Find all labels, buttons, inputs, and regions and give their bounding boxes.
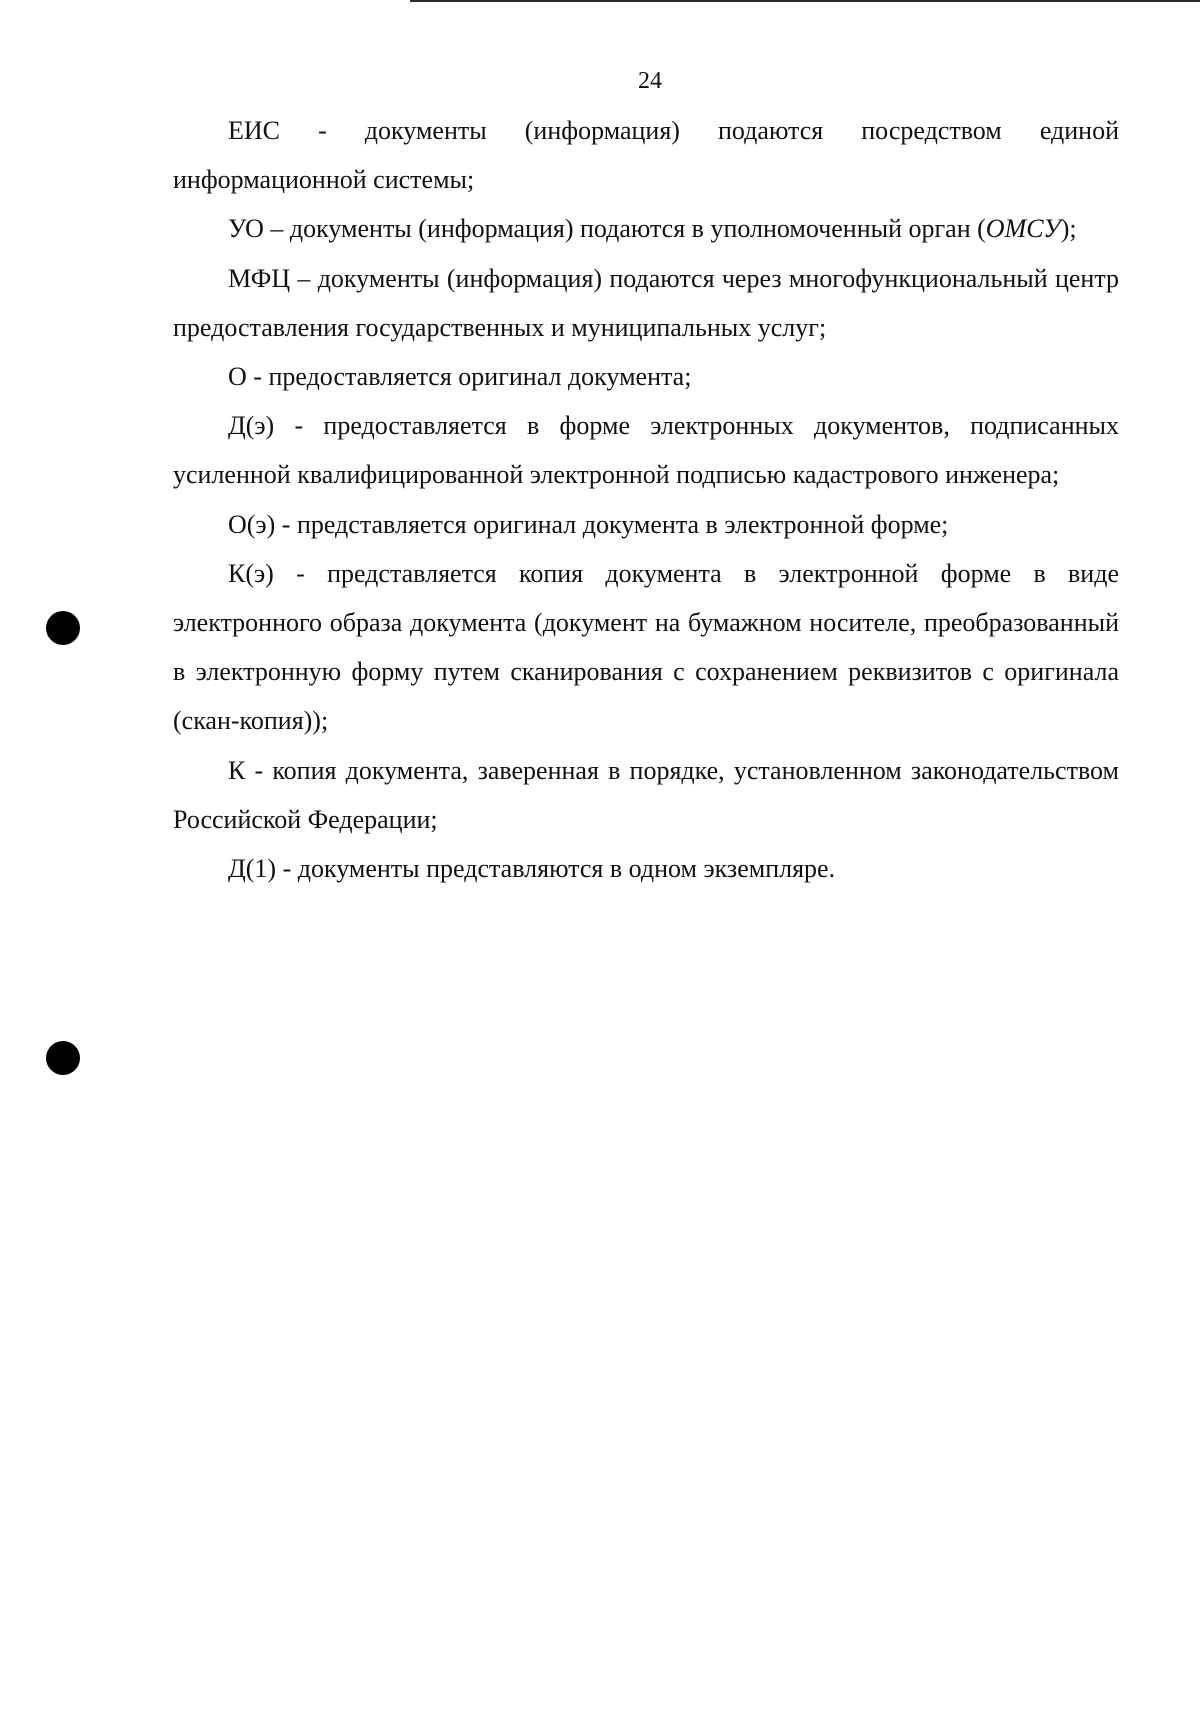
paragraph-uo [173,204,1119,253]
term: ЕИС [228,116,280,145]
definition: документы представляются в одном экземпляре. [297,854,836,884]
paragraph-eis [173,106,1119,204]
separator: - [280,116,365,145]
term: УО [228,214,264,244]
document-body [173,106,1119,893]
separator: – [290,263,318,293]
separator: - [276,854,298,884]
term: К(э) [228,558,274,588]
separator: - [245,755,273,785]
definition: представляется копия документа в электронной форме в виде электронного образа документа (документ на бумажном носителе, преобразованный в электронную форму путем сканирования с сохранением реквизитов с оригинала (скан-копия)); [173,558,1119,736]
term: Д(1) [228,854,277,884]
page-number: 24 [638,68,662,94]
paragraph-o [173,352,1119,401]
term: МФЦ [228,263,291,293]
separator: – [263,214,290,244]
term: О [228,362,247,392]
top-edge-line [410,0,1200,2]
definition: представляется оригинал документа в электронной форме; [296,509,949,539]
definition-italic: ОМСУ [985,214,1061,244]
paragraph-k [173,746,1119,844]
definition: предоставляется оригинал документа; [268,362,692,392]
paragraph-d-1 [173,844,1119,893]
paragraph-mfc [173,254,1119,352]
punch-hole-top [46,611,80,645]
term: О(э) [228,509,276,539]
definition: копия документа, заверенная в порядке, установленном законодательством Российской Федерации; [173,755,1119,834]
paragraph-o-e [173,500,1119,549]
definition-tail: ); [1060,214,1077,244]
definition: документы (информация) подаются в уполномоченный орган ( [289,214,986,244]
definition: предоставляется в форме электронных документов, подписанных усиленной квалифицированной электронной подписью кадастрового инженера; [173,411,1119,490]
separator: - [275,509,297,539]
term: К [228,755,246,785]
paragraph-d-e [173,401,1119,499]
definition: документы (информация) подаются посредством единой информационной системы; [173,116,1119,195]
separator: - [274,411,324,441]
separator: - [273,558,328,588]
definition: документы (информация) подаются через многофункциональный центр предоставления государственных и муниципальных услуг; [173,263,1120,342]
separator: - [246,362,269,392]
paragraph-k-e [173,549,1119,746]
punch-hole-bottom [46,1041,80,1075]
term: Д(э) [228,411,275,441]
